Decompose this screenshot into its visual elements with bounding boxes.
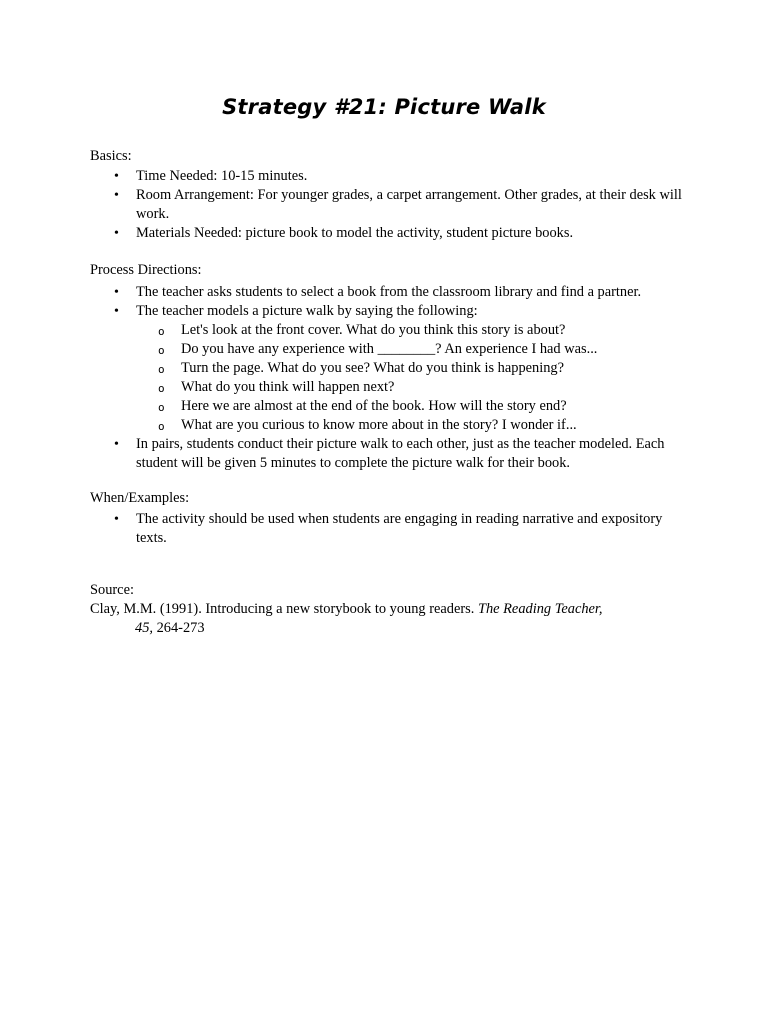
sublist-item [136,340,690,359]
list-item [90,283,690,302]
sublist-item [136,321,690,340]
bullet-icon: • [114,188,119,203]
when-heading: When/Examples: [90,490,190,506]
bullet-icon: • [114,226,119,241]
prompt-front-cover: Let's look at the front cover. What do you think this story is about? [181,322,566,338]
list-item [90,510,690,548]
circle-bullet-icon: o [158,344,165,357]
circle-bullet-icon: o [158,382,165,395]
bullet-icon: • [114,512,119,527]
prompt-turn-page: Turn the page. What do you see? What do you think is happening? [181,360,565,376]
basics-item-room: Room Arrangement: For younger grades, a carpet arrangement. Other grades, at their desk will work. [136,187,682,222]
when-item-usage: The activity should be used when students are engaging in reading narrative and expository texts. [136,511,663,546]
citation-volume: 45, [135,620,153,636]
list-item [90,224,690,243]
sublist-item [136,378,690,397]
when-list [90,510,690,548]
basics-item-materials: Materials Needed: picture book to model the activity, student picture books. [136,225,574,241]
list-item [90,302,690,435]
list-item [90,435,690,473]
citation [90,600,710,638]
source-heading: Source: [90,582,134,598]
bullet-icon: • [114,169,119,184]
list-item [90,167,690,186]
prompt-curious: What are you curious to know more about in the story? I wonder if... [181,417,577,433]
sublist-item [136,397,690,416]
citation-text: Clay, M.M. (1991). Introducing a new storybook to young readers. [90,601,478,617]
sublist-item [136,416,690,435]
citation-pages: 264-273 [153,620,205,636]
process-item-pairs: In pairs, students conduct their picture walk to each other, just as the teacher modeled. Each student will be given 5 minutes to complete the picture walk for their book. [136,436,665,471]
bullet-icon: • [114,285,119,300]
prompt-sublist [136,321,690,435]
sublist-item [136,359,690,378]
circle-bullet-icon: o [158,363,165,376]
process-heading: Process Directions: [90,262,202,278]
prompt-story-end: Here we are almost at the end of the book. How will the story end? [181,398,567,414]
circle-bullet-icon: o [158,401,165,414]
process-list [90,283,690,473]
bullet-icon: • [114,437,119,452]
basics-heading: Basics: [90,148,132,164]
list-item [90,186,690,224]
basics-list [90,167,690,243]
process-item-model: The teacher models a picture walk by saying the following: [136,303,478,319]
basics-item-time: Time Needed: 10-15 minutes. [136,168,308,184]
prompt-happen-next: What do you think will happen next? [181,379,395,395]
process-item-select: The teacher asks students to select a book from the classroom library and find a partner. [136,284,642,300]
circle-bullet-icon: o [158,325,165,338]
circle-bullet-icon: o [158,420,165,433]
page-title: Strategy #21: Picture Walk [222,95,546,119]
citation-journal: The Reading Teacher, [477,601,603,617]
prompt-experience: Do you have any experience with ________? An experience I had was... [181,341,598,357]
bullet-icon: • [114,304,119,319]
